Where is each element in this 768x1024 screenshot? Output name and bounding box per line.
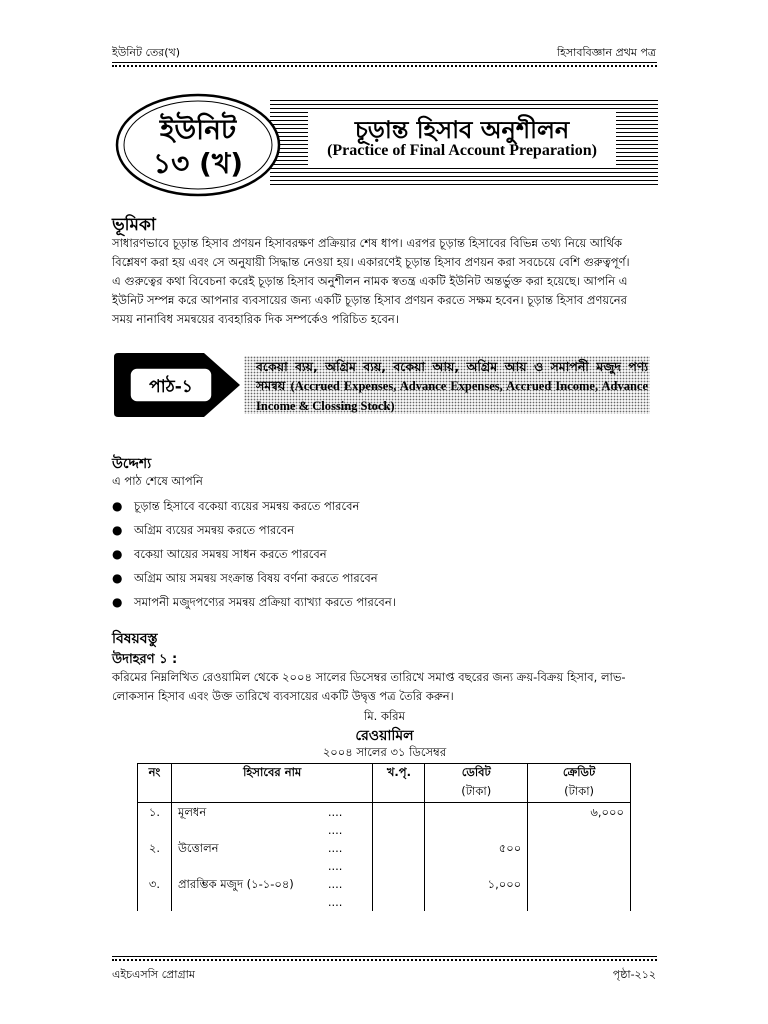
objectives-heading: উদ্দেশ্য	[112, 456, 152, 472]
bullet-icon: ●	[112, 523, 123, 537]
bullet-icon: ●	[112, 595, 123, 609]
objectives-list	[112, 494, 396, 614]
intro-line: বিশ্লেষণ করা হয় এবং সে অনুযায়ী সিদ্ধান্ত নেওয়া হয়। একারণেই চূড়ান্ত হিসাব প্রণয়ন করা সবচেয়ে বেশি গুরুত্বপূর্ণ।	[112, 255, 630, 269]
intro-line: সাধারণভাবে চূড়ান্ত হিসাব প্রণয়ন হিসাবরক্ষণ প্রক্রিয়ার শেষ ধাপ। এরপর চূড়ান্ত হিসাবের বিভিন্ন তথ্য নিয়ে আর্থিক	[112, 236, 623, 250]
table-row: ২. উত্তোলন .... ৫০০	[138, 839, 631, 857]
header-rule	[112, 62, 657, 63]
col-header-debit: ডেবিট (টাকা)	[425, 764, 528, 803]
bullet-icon: ●	[112, 499, 123, 513]
example-label: উদাহরণ ১ :	[112, 652, 178, 667]
bullet-icon: ●	[112, 571, 123, 585]
objectives-intro: এ পাঠ শেষে আপনি	[112, 474, 203, 488]
col-header-ref: খ.পৃ.	[373, 764, 425, 803]
footer-dotted-rule	[112, 959, 657, 961]
footer-program: এইচএসসি প্রোগ্রাম	[112, 968, 195, 981]
trial-balance-table	[137, 763, 631, 911]
table-row: ১. মূলধন .... ৬,০০০	[138, 803, 631, 822]
page-number: পৃষ্ঠা-২১২	[612, 968, 656, 981]
statement-date: ২০০৪ সালের ৩১ ডিসেম্বর	[322, 745, 447, 759]
col-header-no: নং	[138, 764, 172, 803]
lesson-badge-label: পাঠ-১	[149, 377, 193, 397]
table-row-spacer: ....	[138, 893, 631, 911]
example-line: করিমের নিম্নলিখিত রেওয়ামিল থেকে ২০০৪ সালের ডিসেম্বর তারিখে সমাপ্ত বছরের জন্য ক্রয়-বিক্রয় হিসাব, লাভ-	[112, 670, 626, 684]
unit-title-bn: চূড়ান্ত হিসাব অনুশীলন	[354, 116, 570, 144]
unit-title-en: (Practice of Final Account Preparation)	[327, 142, 597, 159]
running-header-right: হিসাববিজ্ঞান প্রথম পত্র	[556, 46, 656, 59]
intro-line: সময় নানাবিধ সমন্বয়ের ব্যবহারিক দিক সম্পর্কেও পরিচিত হবেন।	[112, 312, 399, 326]
running-header-left: ইউনিট তের(খ)	[112, 46, 181, 59]
table-row-spacer: ....	[138, 821, 631, 839]
bullet-icon: ●	[112, 547, 123, 561]
table-row-spacer: ....	[138, 857, 631, 875]
list-item: ● বকেয়া আয়ের সমন্বয় সাধন করতে পারবেন	[112, 542, 396, 566]
list-item: ● সমাপনী মজুদপণ্যের সমন্বয় প্রক্রিয়া ব্যাখ্যা করতে পারবেন।	[112, 590, 396, 614]
table-header-row	[138, 764, 631, 803]
header-dotted-rule	[112, 65, 657, 67]
lesson-title-bn: বকেয়া ব্যয়, অগ্রিম ব্যয়, বকেয়া আয়, অগ্রিম আয় ও সমাপনী মজুদ পণ্য সমন্বয়	[256, 359, 648, 393]
example-line: লোকসান হিসাব এবং উক্ত তারিখে ব্যবসায়ের একটি উদ্বৃত্ত পত্র তৈরি করুন।	[112, 689, 454, 703]
example-paragraph	[112, 668, 657, 706]
list-item: ● অগ্রিম আয় সমন্বয় সংক্রান্ত বিষয় বর্ণনা করতে পারবেন	[112, 566, 396, 590]
list-item: ● চূড়ান্ত হিসাবে বকেয়া ব্যয়ের সমন্বয় করতে পারবেন	[112, 494, 396, 518]
unit-badge-line2: ১৩ (খ)	[152, 147, 244, 180]
footer-rule	[112, 956, 657, 957]
intro-paragraph	[112, 234, 657, 329]
table-row: ৩. প্রারম্ভিক মজুদ (১-১-০৪) .... ১,০০০	[138, 875, 631, 893]
unit-badge-line1: ইউনিট	[159, 113, 237, 146]
intro-heading: ভূমিকা	[112, 215, 156, 235]
intro-line: এ গুরুত্বের কথা বিবেচনা করেই চূড়ান্ত হিসাব অনুশীলন নামক স্বতন্ত্র একটি ইউনিট অন্তর্ভুক্ত করা হয়েছে। আপনি এ	[112, 274, 628, 288]
statement-title: রেওয়ামিল	[355, 728, 414, 744]
list-item: ● অগ্রিম ব্যয়ের সমন্বয় করতে পারবেন	[112, 518, 396, 542]
intro-line: ইউনিট সম্পন্ন করে আপনার ব্যবসায়ের জন্য একটি চূড়ান্ত হিসাব প্রণয়ন করতে সক্ষম হবেন। চূড়ান্ত হিসাব প্রণয়নের	[112, 293, 627, 307]
content-heading: বিষয়বস্তু	[112, 631, 158, 647]
lesson-title-en: (Accrued Expenses, Advance Expenses, Accrued Income, Advance Income & Clossing Stock)	[256, 379, 648, 413]
col-header-name: হিসাবের নাম	[171, 764, 372, 803]
col-header-credit: ক্রেডিট (টাকা)	[528, 764, 631, 803]
lesson-title	[256, 357, 648, 416]
owner-name: মি. করিম	[363, 709, 406, 723]
